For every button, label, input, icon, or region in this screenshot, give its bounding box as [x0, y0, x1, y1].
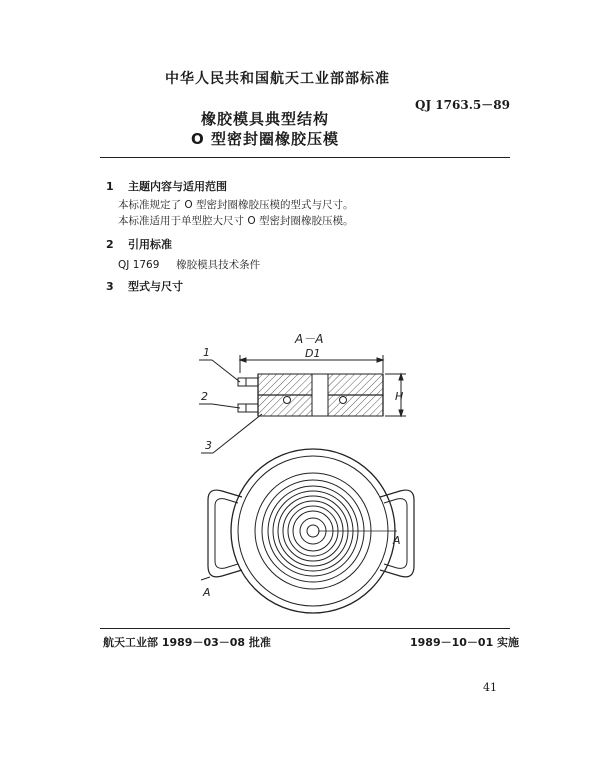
footer-divider — [100, 628, 510, 629]
diameter-dimension-label: D1 — [305, 347, 321, 360]
document-title: 橡胶模具典型结构 — [200, 110, 329, 128]
section-number: 1 — [106, 180, 114, 193]
section-mark-bottom: A — [203, 586, 211, 599]
implementation-date: 1989－10－01 实施 — [410, 636, 520, 649]
height-dimension-label: H — [395, 390, 404, 403]
section-number: 3 — [106, 280, 114, 293]
callout-3-leader — [213, 414, 262, 453]
callout-1-label: 1 — [203, 346, 210, 359]
mold-cross-section — [238, 374, 383, 416]
callout-2-label: 2 — [201, 390, 208, 403]
document-subtitle: O 型密封圈橡胶压模 — [191, 130, 339, 148]
callout-3-label: 3 — [205, 439, 212, 452]
page-number: 41 — [483, 681, 497, 694]
approval-date: 航天工业部 1989－03－08 批准 — [103, 636, 271, 649]
section-title: 主题内容与适用范围 — [128, 180, 227, 193]
standard-code: QJ 1763.5－89 — [415, 98, 510, 112]
reference-title: 橡胶模具技术条件 — [176, 259, 261, 271]
section-number: 2 — [106, 238, 114, 251]
section-view-label: A－A — [295, 332, 324, 346]
issuing-organization: 中华人民共和国航天工业部部标准 — [165, 71, 390, 87]
reference-code: QJ 1769 — [118, 259, 160, 271]
section-title: 型式与尺寸 — [128, 280, 183, 293]
paragraph: 本标准规定了 O 型密封圈橡胶压模的型式与尺寸。 — [118, 199, 354, 211]
callout-1-leader — [212, 360, 240, 382]
mold-plan-view — [208, 449, 414, 613]
section-mark-right: A — [393, 534, 401, 547]
paragraph: 本标准适用于单型腔大尺寸 O 型密封圈橡胶压模。 — [118, 215, 354, 227]
callout-2-leader — [212, 404, 240, 408]
section-title: 引用标准 — [128, 238, 172, 251]
